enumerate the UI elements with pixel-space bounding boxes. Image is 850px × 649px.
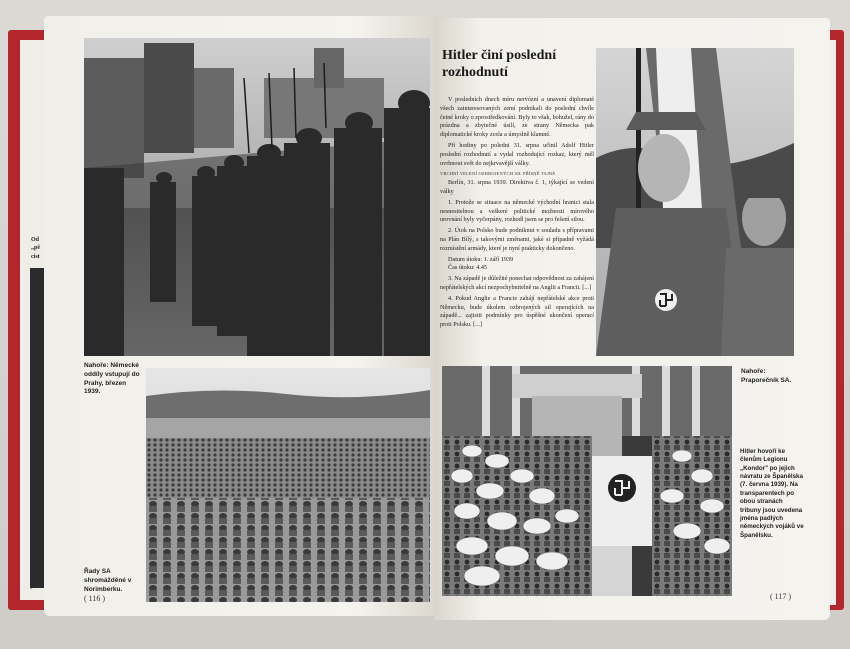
photo-sa-standard-bearer xyxy=(596,48,794,356)
document-header: VRCHNÍ VELENÍ OZBROJENÝCH SIL PŘÍSNĚ TAJNÉ xyxy=(440,171,556,177)
article-title: Hitler činí poslední rozhodnutí xyxy=(442,48,557,80)
point-3: 3. Na západě je důležité ponechat odpovědnost za zahájení nepřátelských akcí nezpochybnitelně na Anglii a Francii. [...] xyxy=(440,275,594,291)
time-line: Čas útoku: 4.45 xyxy=(448,264,488,272)
left-page-number: ( 116 ) xyxy=(84,594,106,603)
point-1: 1. Protože se situace na německé východní hranici stala nesnesitelnou a veškeré politické možnosti mírového urovnání byly vyčerpány, rozhodl jsem se pro řešení silou. xyxy=(440,198,594,224)
caption-sa-nuremberg: Řady SA shromážděné v Norimberku. xyxy=(84,568,132,593)
photo-condor-legion xyxy=(442,366,732,596)
point-2: 2. Útok na Polsko bude podniknut v souladu s přípravami na Plán Bílý, s takovými změnami, jaké si případně vyžádá rozmístění armády, které je nyní prakticky dokončeno. xyxy=(440,227,594,252)
caption-troops-prague: Nahoře: Německé oddíly vstupují do Prahy, březen 1939. xyxy=(84,362,140,396)
document-line: Berlín, 31. srpna 1939. Direktiva č. 1, týkající se vedení války xyxy=(440,179,594,196)
point-4: 4. Pokud Anglie a Francie zahájí nepřátelské akce proti Německu, bude úkolem ozbrojených sil operujících na západě... zajistit podmínky pro úspěšné ukončení operací proti Polsku. [...] xyxy=(440,294,594,329)
caption-condor-legion: Hitler hovoří ke členům Legionu „Kondor" po jejich návratu ze Španělska (7. června 1939). Na transparentech po obou stranách tribuny jsou uvedena jména padlých německých vojáků ve Španělsku. xyxy=(740,448,804,539)
photo-sa-nuremberg xyxy=(146,368,430,602)
underlying-page-number: ( 14 xyxy=(30,582,42,590)
article-body xyxy=(440,96,594,332)
photo-troops-prague xyxy=(84,38,430,356)
caption-sa-standard-bearer: Nahoře: Praporečník SA. xyxy=(741,368,792,384)
date-line: Datum útoku: 1. září 1939 xyxy=(448,255,514,263)
underlying-page-photo xyxy=(30,268,44,588)
paragraph-1: V posledních dnech míru nervózní a unavení diplomaté všech zainteresovaných zemí podnikali do poslední chvíle četné kroky o zprostředkování. Byly to však, bohužel, rány do prázdna a zbytečné úsilí, ze strany Německa pak diplomatické kroky zcela a úmyslně klamné. xyxy=(440,96,594,139)
right-page-number: ( 117 ) xyxy=(770,592,792,601)
paragraph-2: Při hodiny po poledni 31. srpna učinil Adolf Hitler poslední rozhodnutí a vydal rozhodující rozkaz, který měl uvrhnout svět do nejkrvavější války. xyxy=(440,141,594,167)
underlying-page-text: Od „pě cist xyxy=(31,237,40,260)
